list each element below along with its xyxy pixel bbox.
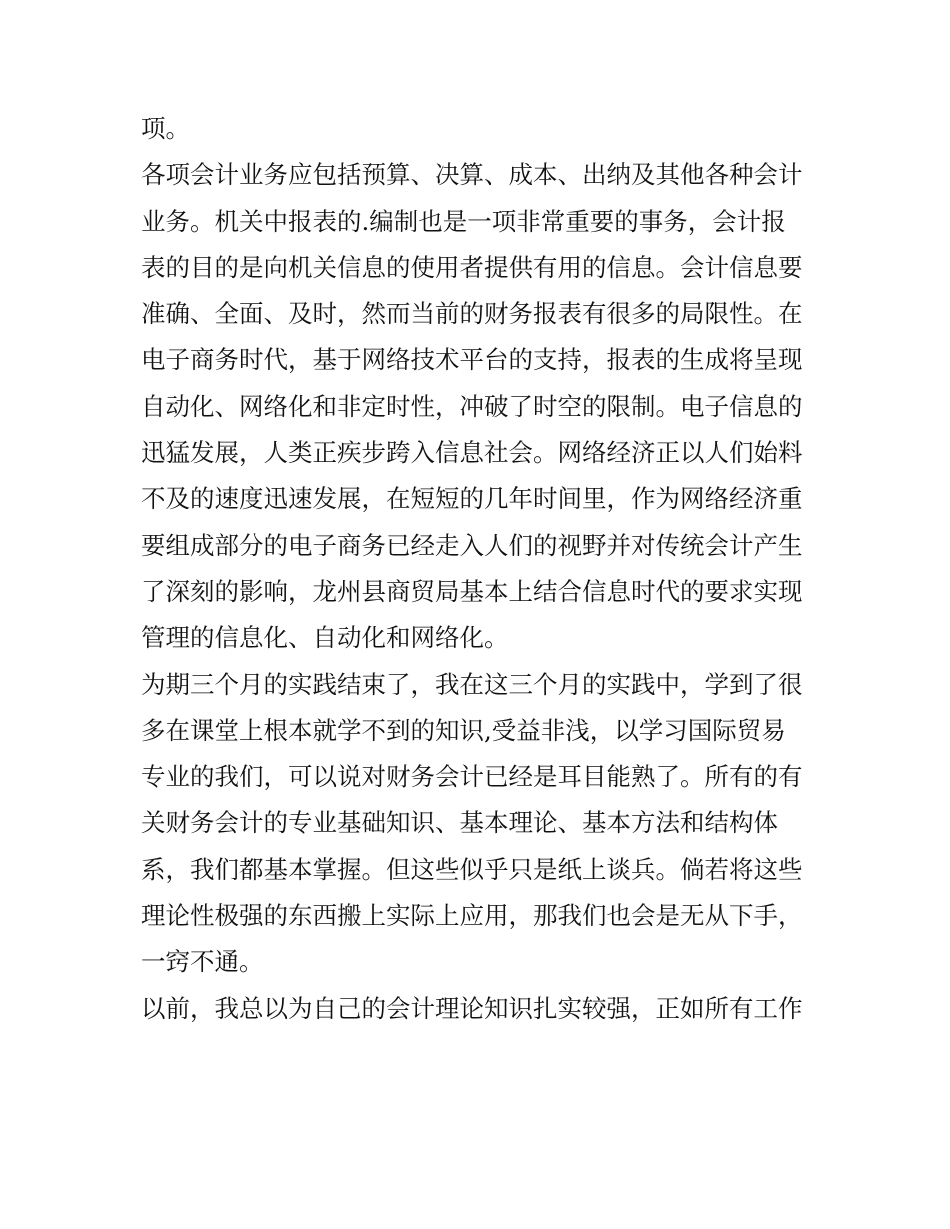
text-line: 关财务会计的专业基础知识、基本理论、基本方法和结构体 xyxy=(141,808,778,838)
text-line: 表的目的是向机关信息的使用者提供有用的信息。会计信息要 xyxy=(141,252,803,282)
text-line: 多在课堂上根本就学不到的知识,受益非浅，以学习国际贸易 xyxy=(141,715,786,745)
text-line: 一窍不通。 xyxy=(141,947,264,977)
text-line: 以前，我总以为自己的会计理论知识扎实较强，正如所有工作 xyxy=(141,993,803,1023)
text-line: 要组成部分的电子商务已经走入人们的视野并对传统会计产生 xyxy=(141,530,803,560)
body-text xyxy=(141,106,821,1032)
text-line: 管理的信息化、自动化和网络化。 xyxy=(141,623,509,653)
text-line: 电子商务时代，基于网络技术平台的支持，报表的生成将呈现 xyxy=(141,345,803,375)
text-line: 自动化、网络化和非定时性，冲破了时空的限制。电子信息的 xyxy=(141,391,803,421)
text-line: 准确、全面、及时，然而当前的财务报表有很多的局限性。在 xyxy=(141,299,803,329)
text-line: 了深刻的影响，龙州县商贸局基本上结合信息时代的要求实现 xyxy=(141,576,803,606)
text-line: 迅猛发展，人类正疾步跨入信息社会。网络经济正以人们始料 xyxy=(141,438,803,468)
text-line: 不及的速度迅速发展，在短短的几年时间里，作为网络经济重 xyxy=(141,484,803,514)
text-line: 专业的我们，可以说对财务会计已经是耳目能熟了。所有的有 xyxy=(141,762,803,792)
text-line: 系，我们都基本掌握。但这些似乎只是纸上谈兵。倘若将这些 xyxy=(141,854,803,884)
text-line: 业务。机关中报表的.编制也是一项非常重要的事务，会计报 xyxy=(141,206,786,236)
text-line: 项。 xyxy=(141,114,190,143)
text-line: 各项会计业务应包括预算、决算、成本、出纳及其他各种会计 xyxy=(141,160,803,190)
text-line: 理论性极强的东西搬上实际上应用，那我们也会是无从下手， xyxy=(141,901,803,931)
text-line: 为期三个月的实践结束了，我在这三个月的实践中，学到了很 xyxy=(141,669,803,699)
